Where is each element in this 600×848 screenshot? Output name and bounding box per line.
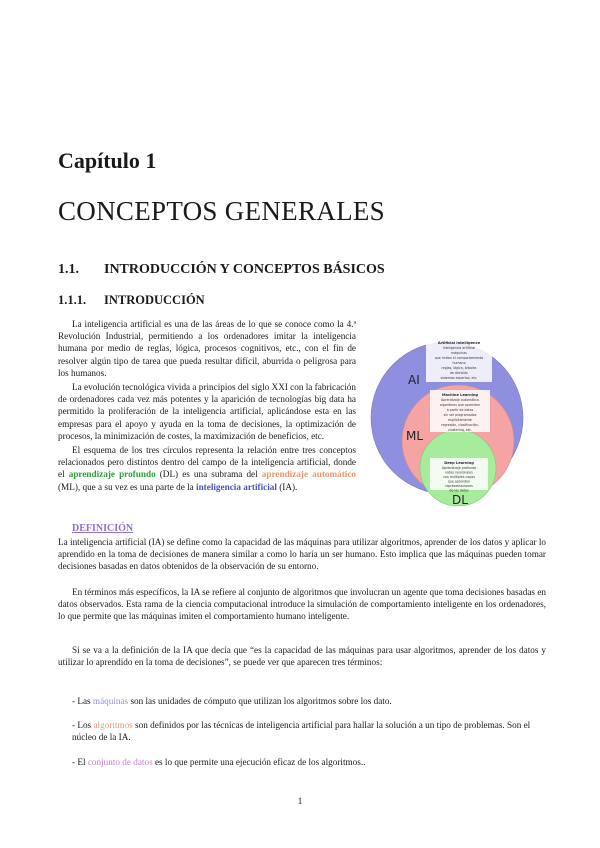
ai-desc-line: reglas, lógica, árboles [441,366,477,370]
ml-desc-line: a partir de datos [446,408,474,412]
definition-paragraph-1: La inteligencia artificial (IA) se define como la capacidad de las máquinas para utilizar algoritmos, aprender de los datos y aplicar lo aprendido en la toma de decisiones de manera similar a como lo haría un ser humano. Esto implica que las máquinas pueden tomar decisiones basadas en datos obtenidos de la observación de su entorno. [58,537,546,572]
ml-desc-line: regresión, clasificación, [441,423,479,427]
ml-desc-line: explícitamente [448,418,472,422]
bullet-prefix: - El [72,757,86,767]
keyword-deep-learning: aprendizaje profundo [68,469,156,480]
chapter-title: CONCEPTOS GENERALES [58,196,385,226]
dl-desc-line: redes neuronales [445,470,473,475]
dl-desc-line: de los datos [449,488,469,493]
intro-text [58,318,356,495]
intro-p3-text-c: (ML), que a su vez es una parte de la [58,481,194,492]
bullet-text: son las unidades de cómputo que utilizan los algoritmos sobre los dato. [130,696,392,706]
ai-description [426,338,492,382]
dl-desc-line: Aprendizaje profundo [441,466,477,470]
keyword-machine-learning: aprendizaje automático [261,469,357,480]
bullet-term: conjunto de datos [87,757,153,767]
definition-paragraph-3: Si se va a la definición de la IA que decía que “es la capacidad de las máquinas para usar algoritmos, aprender de los datos y utilizar lo aprendido en la toma de decisiones”, se puede ver que aparecen tres términos: [58,645,546,668]
dl-desc-line: representaciones [445,484,473,488]
intro-paragraph-1: La inteligencia artificial es una de las áreas de lo que se conoce como la 4.ª Revolución Industrial, permitiendo a los ordenadores imitar la inteligencia humana por medio de reglas, lógica, procesos cognitivos, etc., con el fin de resolver algún tipo de tarea que pueda resultar difícil, aburrida o peligrosa para los humanos. [58,319,356,378]
bullet-term: algoritmos [93,720,133,730]
ai-label: AI [408,373,420,387]
intro-p3-text-b: (DL) es una subrama del [159,469,258,480]
bullet-prefix: - Los [72,720,92,730]
intro-p3-text-a: El esquema de los tres círculos representa la relación entre tres conceptos relacionados pero distintos dentro del campo de la inteligencia artificial, donde el [58,445,356,480]
definition-heading: DEFINICIÓN [72,523,134,534]
ml-desc-line: clustering, etc. [448,428,472,432]
ml-desc-line: Aprendizaje automático [441,398,479,402]
ai-desc-line: Inteligencia artificial [442,346,476,350]
dl-description [430,458,488,493]
section-heading [58,262,385,278]
ml-label: ML [406,429,424,443]
intro-paragraph-2: La evolución tecnológica vivida a principios del siglo XXI con la fabricación de ordenadores cada vez más potentes y la aparición de tecnologías big data ha permitido la proliferación de la inteligencia artificial, aplicándose esta en las empresas para el apoyo y ayuda en la toma de decisiones, la optimización de procesos, la minimización de costes, la maximización de beneficios, etc. [58,382,356,441]
ai-desc-line: de decisión [449,371,469,375]
ml-desc-title: Machine Learning [441,393,479,397]
page-number: 1 [297,797,303,807]
ml-description [430,390,490,432]
dl-desc-line: con múltiples capas [443,475,475,479]
intro-p3-text-d: (IA). [279,481,298,492]
ml-desc-line: algoritmos que aprenden [439,403,481,407]
keyword-artificial-intelligence: inteligencia artificial [196,481,277,492]
ai-desc-line: humano [452,361,466,365]
section-title: INTRODUCCIÓN Y CONCEPTOS BÁSICOS [104,262,385,277]
section-number: 1.1. [58,262,79,277]
subsection-title: INTRODUCCIÓN [104,293,205,307]
bullet-text: es lo que permite una ejecución eficaz de los algoritmos.. [154,757,366,767]
bullet-item [72,719,546,743]
bullet-term: máquinas [92,696,129,706]
bullet-text: son definidos por las técnicas de inteligencia artificial para hallar la solución a un tipo de problemas. Son el núcleo de la IA. [72,720,531,743]
bullet-item [72,695,546,707]
dl-label: DL [452,493,468,507]
intro-paragraph-3 [58,444,356,493]
subsection-number: 1.1.1. [58,293,87,307]
definition-paragraph-2: En términos más específicos, la IA se refiere al conjunto de algoritmos que involucran un agente que toma decisiones basadas en datos observados. Esta rama de la ciencia computacional introduce la simulación de comportamiento inteligente en los ordenadores, lo que permite que las máquinas imiten el comportamiento humano inteligente. [58,587,546,622]
subsection-heading [58,293,205,308]
ai-ml-dl-diagram [370,318,530,518]
bullet-item [72,756,546,768]
ai-desc-line: máquinas [451,351,467,355]
bullet-prefix: - Las [72,696,91,706]
ai-desc-line: sistemas expertos, etc. [440,376,478,380]
ml-desc-line: sin ser programados [443,413,477,417]
dl-desc-line: que aprenden [447,479,471,484]
ai-desc-line: que imitan el comportamiento [434,356,484,360]
ai-desc-title: Artificial Intelligence [437,341,481,345]
dl-desc-title: Deep Learning [444,461,474,465]
chapter-label: Capítulo 1 [58,148,157,173]
